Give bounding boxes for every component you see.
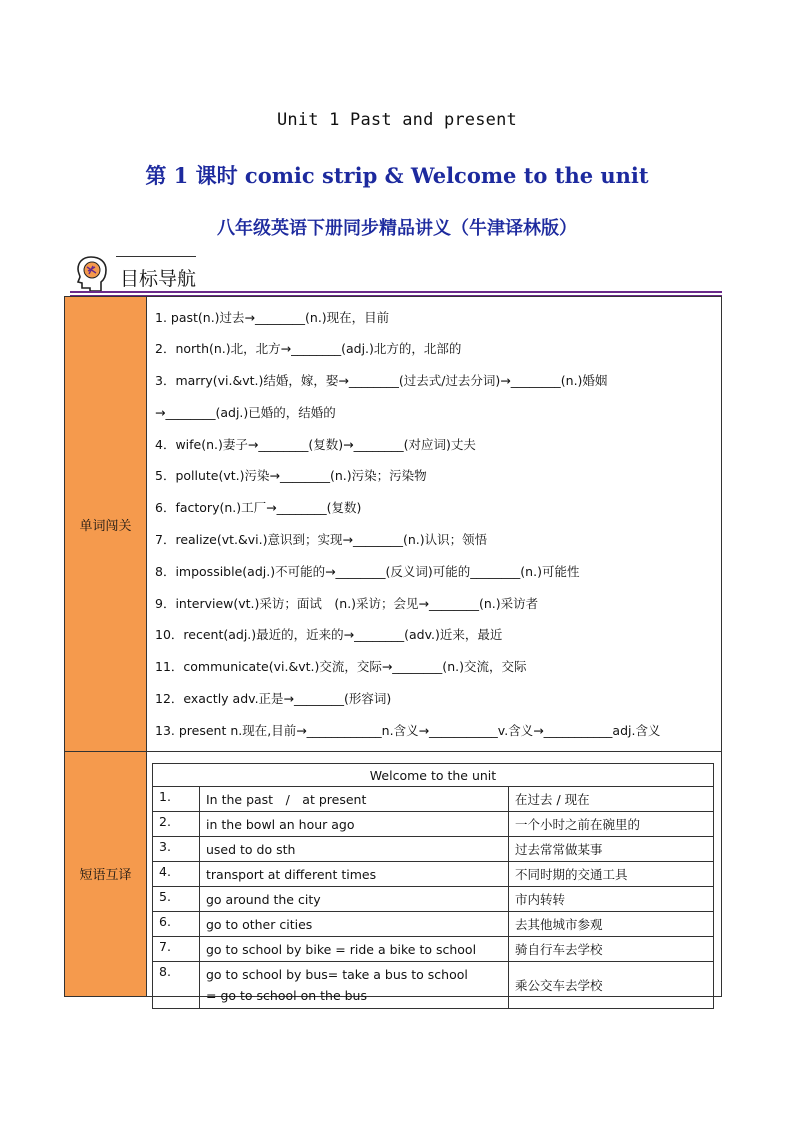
phrase-english: In the past / at present: [200, 787, 509, 812]
subtitle: 八年级英语下册同步精品讲义（牛津译林版）: [217, 218, 577, 239]
vocab-line: 13. present n.现在,目前→____________n.含义→___________v.含义→___________adj.含义: [155, 723, 661, 738]
vocab-line: 4．wife(n.)妻子→________(复数)→________(对应词)丈夫: [155, 437, 476, 452]
table-row: [153, 837, 714, 862]
phrase-english: go around the city: [200, 887, 509, 912]
unit-title: Unit 1 Past and present: [276, 110, 517, 130]
head-book-icon: [74, 254, 108, 292]
phrase-chinese: 不同时期的交通工具: [509, 862, 714, 887]
vocab-line: 10．recent(adj.)最近的，近来的→________(adv.)近来，最近: [155, 627, 503, 642]
vocab-line: 6．factory(n.)工厂→________(复数): [155, 500, 362, 515]
table-row: [153, 812, 714, 837]
phrase-chinese: 在过去 / 现在: [509, 787, 714, 812]
phrase-chinese: 一个小时之前在碗里的: [509, 812, 714, 837]
phrase-chinese: 去其他城市参观: [509, 912, 714, 937]
vocab-line: 5．pollute(vt.)污染→________(n.)污染；污染物: [155, 468, 427, 483]
table-row: [153, 937, 714, 962]
row-number: 6.: [153, 912, 200, 937]
phrase-table-caption: Welcome to the unit: [153, 764, 714, 787]
phrase-table: [152, 763, 714, 1009]
phrase-english: [200, 962, 509, 1009]
row-number: 1.: [153, 787, 200, 812]
phrase-english: used to do sth: [200, 837, 509, 862]
header-top-line: [116, 256, 196, 257]
vocab-line: →________(adj.)已婚的，结婚的: [155, 405, 336, 420]
row-number: 3.: [153, 837, 200, 862]
table-row: [153, 962, 714, 1009]
table-row: [153, 912, 714, 937]
table-row: [153, 787, 714, 812]
vocab-line: 3．marry(vi.&vt.)结婚，嫁，娶→________(过去式/过去分词)→________(n.)婚姻: [155, 373, 608, 388]
row-separator: [65, 751, 721, 752]
phrase-chinese: 过去常常做某事: [509, 837, 714, 862]
section-header: [70, 254, 722, 294]
phrase-english-line: = go to school on the bus: [206, 988, 367, 1003]
vocab-line: 9．interview(vt.)采访；面试 (n.)采访；会见→________(n.)采访者: [155, 596, 539, 611]
vocab-line: 11．communicate(vi.&vt.)交流，交际→________(n.)交流，交际: [155, 659, 527, 674]
table-row: [153, 887, 714, 912]
phrase-label-cell: [65, 751, 147, 996]
vocab-line: 8．impossible(adj.)不可能的→________(反义词)可能的________(n.)可能性: [155, 564, 580, 579]
phrase-english: go to other cities: [200, 912, 509, 937]
vocab-line: 7．realize(vt.&vi.)意识到；实现→________(n.)认识；领悟: [155, 532, 488, 547]
content-table: [64, 296, 722, 1003]
vocab-line: 12．exactly adv.正是→________(形容词): [155, 691, 392, 706]
vocab-line: 2．north(n.)北，北方→________(adj.)北方的，北部的: [155, 341, 462, 356]
phrase-english: transport at different times: [200, 862, 509, 887]
phrase-english-line: go to school by bus= take a bus to school: [206, 967, 468, 982]
vocab-label: 单词闯关: [79, 518, 132, 534]
phrase-chinese: 骑自行车去学校: [509, 937, 714, 962]
table-row: [153, 862, 714, 887]
phrase-chinese: 乘公交车去学校: [509, 962, 714, 1009]
section-rule: [70, 291, 722, 293]
row-number: 2.: [153, 812, 200, 837]
lesson-title: 第 1 课时 comic strip & Welcome to the unit: [145, 163, 649, 188]
row-number: 5.: [153, 887, 200, 912]
section-label: 目标导航: [120, 268, 197, 290]
phrase-label: 短语互译: [79, 868, 132, 883]
phrase-chinese: 市内转转: [509, 887, 714, 912]
vocab-line: 1. past(n.)过去→________(n.)现在，目前: [155, 310, 390, 325]
vocab-label-cell: [65, 297, 147, 751]
row-number: 4.: [153, 862, 200, 887]
phrase-english: go to school by bike = ride a bike to school: [200, 937, 509, 962]
row-number: 8.: [153, 962, 200, 1009]
phrase-english: in the bowl an hour ago: [200, 812, 509, 837]
row-number: 7.: [153, 937, 200, 962]
